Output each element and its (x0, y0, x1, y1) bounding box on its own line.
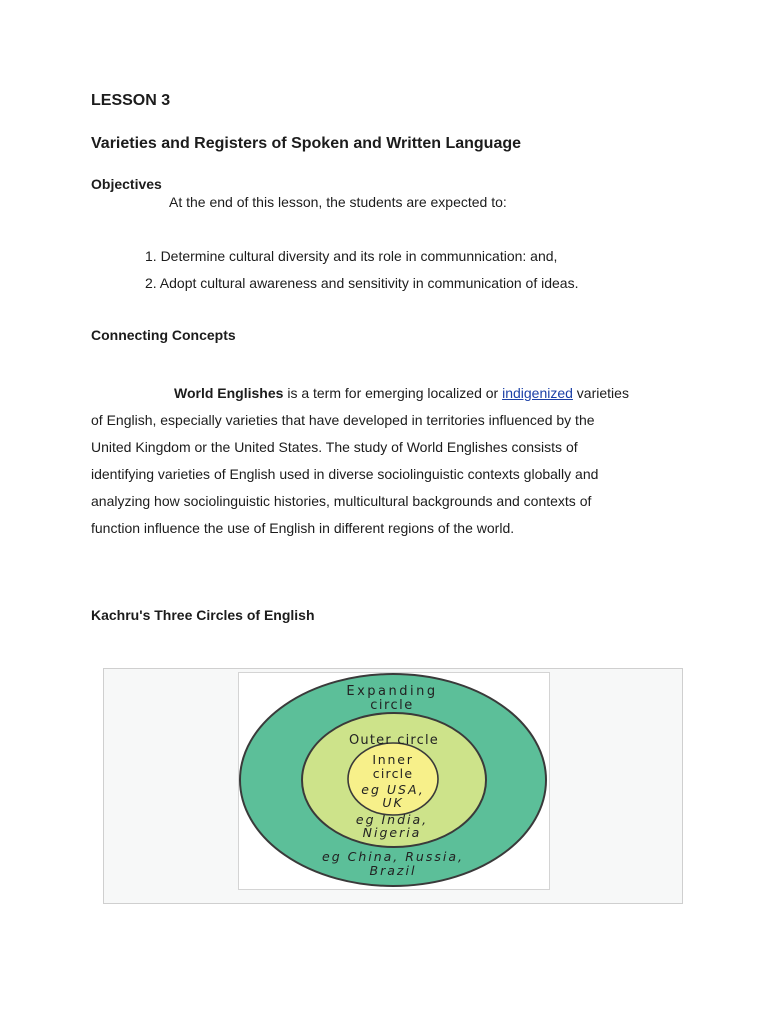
expanding-circle-label: circle (370, 698, 414, 713)
kachru-heading: Kachru's Three Circles of English (91, 607, 315, 623)
outer-circle-label: Outer circle (348, 733, 440, 748)
inner-circle-label: circle (372, 766, 414, 781)
connecting-concepts-heading: Connecting Concepts (91, 327, 236, 343)
objective-item: 1. Determine cultural diversity and its role in communnication: and, (145, 248, 558, 264)
term-world-englishes: World Englishes (174, 385, 284, 401)
paragraph-line: analyzing how sociolinguistic histories, multicultural backgrounds and contexts of (91, 493, 592, 509)
expanding-circle-label: Expanding (346, 684, 438, 699)
objectives-heading: Objectives (91, 176, 162, 192)
objectives-intro: At the end of this lesson, the students are expected to: (169, 194, 507, 210)
expanding-circle-example: eg China, Russia, (322, 849, 464, 864)
expanding-circle-example: Brazil (369, 863, 417, 878)
paragraph-line (91, 380, 681, 407)
paragraph-text: varieties (572, 385, 629, 401)
lesson-title: Varieties and Registers of Spoken and Written Language (91, 135, 522, 152)
outer-circle-example: Nigeria (362, 825, 422, 840)
paragraph-line: function influence the use of English in different regions of the world. (91, 520, 515, 536)
outer-circle-example: eg India, (355, 812, 429, 827)
lesson-number: LESSON 3 (91, 92, 171, 109)
paragraph-line: identifying varieties of English used in diverse sociolinguistic contexts globally and (91, 466, 599, 482)
paragraph-text: is a term for emerging localized or (283, 385, 503, 401)
objectives-list (145, 247, 578, 301)
inner-circle-example: eg USA, (361, 782, 425, 797)
inner-circle-example: UK (382, 795, 404, 810)
world-englishes-paragraph (91, 380, 681, 542)
paragraph-line: of English, especially varieties that have developed in territories influenced by the (91, 412, 595, 428)
inner-circle-label: Inner (372, 752, 414, 767)
indigenized-link[interactable]: indigenized (502, 385, 573, 401)
paragraph-line: United Kingdom or the United States. The study of World Englishes consists of (91, 439, 578, 455)
kachru-circles-diagram (238, 672, 550, 890)
objective-item: 2. Adopt cultural awareness and sensitivity in communication of ideas. (145, 275, 579, 291)
